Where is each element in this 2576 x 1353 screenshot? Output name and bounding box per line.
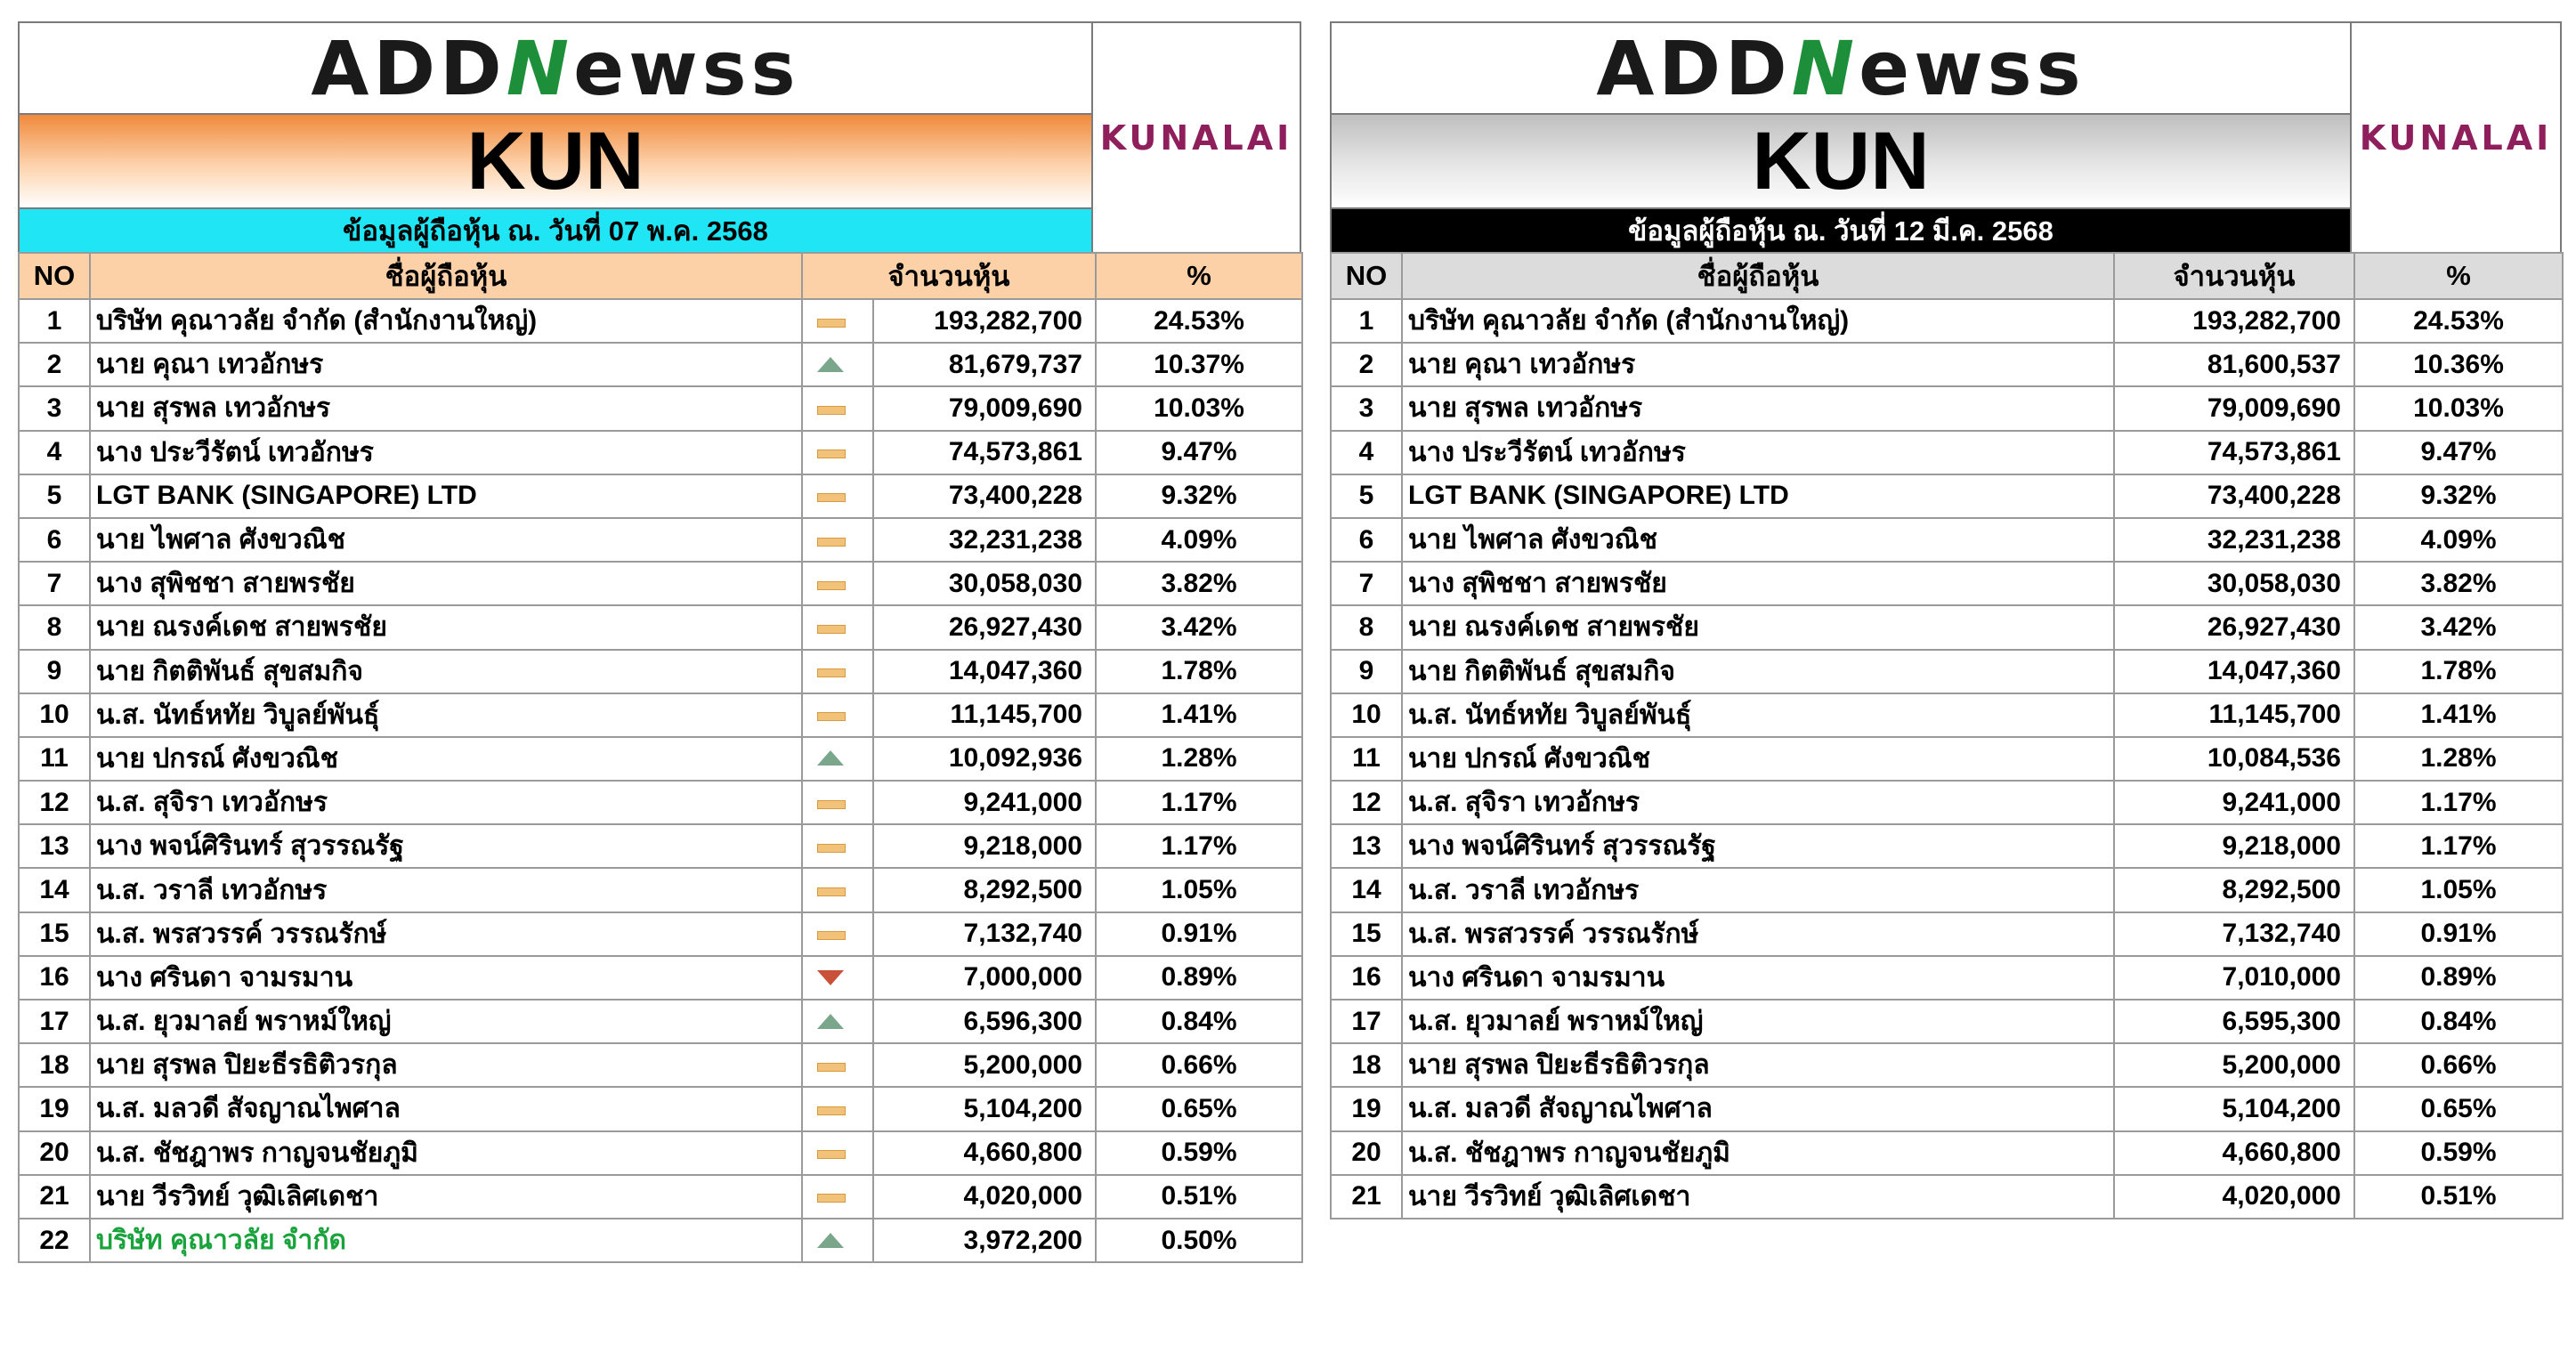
col-header-pct: % [2354,253,2563,299]
table-row [1331,1000,2563,1043]
shareholder-name: น.ส. ชัชฎาพร กาญจนชัยภูมิ [90,1131,802,1175]
table-row [19,868,1302,911]
row-number: 1 [19,299,90,343]
row-number: 18 [1331,1043,1402,1087]
share-percent: 0.66% [1096,1043,1302,1087]
table-row [1331,431,2563,474]
table-row [1331,386,2563,430]
shareholder-name: นาย สุรพล เทวอักษร [1402,386,2114,430]
trend-flat-icon [817,795,844,811]
col-header-name: ชื่อผู้ถือหุ้น [1402,253,2114,299]
table-row [1331,1043,2563,1087]
row-number: 8 [19,605,90,649]
share-percent: 24.53% [2354,299,2563,343]
share-count: 10,084,536 [2114,737,2354,781]
share-percent: 3.42% [2354,605,2563,649]
table-row [19,605,1302,649]
share-count: 193,282,700 [873,299,1096,343]
table-row [19,1175,1302,1219]
shareholder-name: นาย ณรงค์เดช สายพรชัย [1402,605,2114,649]
trend-cell [802,386,873,430]
share-count: 5,104,200 [2114,1087,2354,1130]
share-percent: 9.47% [2354,431,2563,474]
share-percent: 1.28% [2354,737,2563,781]
shareholder-name: น.ส. มลวดี สัจญาณไพศาล [1402,1087,2114,1130]
shareholder-name: น.ส. นัทธ์หทัย วิบูลย์พันธุ์ [90,693,802,737]
share-count: 10,092,936 [873,737,1096,781]
share-percent: 3.82% [2354,562,2563,605]
col-header-shares: จำนวนหุ้น [2114,253,2354,299]
row-number: 5 [19,474,90,518]
table-row [1331,737,2563,781]
share-count: 32,231,238 [2114,518,2354,562]
trend-cell [802,431,873,474]
shareholder-name: น.ส. พรสวรรค์ วรรณรักษ์ [90,912,802,956]
row-number: 19 [1331,1087,1402,1130]
share-percent: 1.28% [1096,737,1302,781]
row-number: 2 [19,343,90,386]
trend-flat-icon [817,401,844,417]
col-header-no: NO [1331,253,1402,299]
trend-cell [802,1219,873,1262]
table-row [19,299,1302,343]
company-logo [1093,23,1300,252]
shareholder-name: นาย ปกรณ์ ศังขวณิช [90,737,802,781]
date-label: ข้อมูลผู้ถือหุ้น ณ. วันที่ 12 มี.ค. 2568 [1332,209,2350,252]
table-row [1331,1131,2563,1175]
share-count: 6,596,300 [873,1000,1096,1043]
share-percent: 10.37% [1096,343,1302,386]
trend-cell [802,1131,873,1175]
row-number: 21 [1331,1175,1402,1219]
trend-cell [802,781,873,824]
row-number: 9 [1331,650,1402,693]
share-count: 7,132,740 [2114,912,2354,956]
share-percent: 1.78% [2354,650,2563,693]
row-number: 4 [1331,431,1402,474]
row-number: 16 [19,956,90,1000]
trend-flat-icon [817,839,844,855]
trend-cell [802,1175,873,1219]
share-count: 5,104,200 [873,1087,1096,1130]
ticker-symbol: KUN [1752,115,1930,207]
table-row [1331,1175,2563,1219]
col-header-shares: จำนวนหุ้น [802,253,1096,299]
trend-flat-icon [817,1188,844,1204]
share-percent: 9.32% [2354,474,2563,518]
share-percent: 1.17% [1096,824,1302,868]
shareholder-name: น.ส. ยุวมาลย์ พราหม์ใหญ่ [90,1000,802,1043]
share-count: 5,200,000 [873,1043,1096,1087]
share-percent: 9.32% [1096,474,1302,518]
trend-flat-icon [817,926,844,942]
row-number: 15 [1331,912,1402,956]
table-row [19,956,1302,1000]
share-count: 30,058,030 [873,562,1096,605]
trend-cell [802,1000,873,1043]
shareholder-name: นาง ศรินดา จามรมาน [90,956,802,1000]
share-count: 26,927,430 [873,605,1096,649]
row-number: 9 [19,650,90,693]
row-number: 18 [19,1043,90,1087]
shareholder-name: นาง สุพิชชา สายพรชัย [90,562,802,605]
share-count: 14,047,360 [873,650,1096,693]
shareholder-name: น.ส. ยุวมาลย์ พราหม์ใหญ่ [1402,1000,2114,1043]
shareholder-name: บริษัท คุณาวลัย จำกัด [90,1219,802,1262]
share-percent: 1.17% [2354,824,2563,868]
trend-flat-icon [817,444,844,460]
share-percent: 1.41% [2354,693,2563,737]
table-row [1331,343,2563,386]
share-count: 193,282,700 [2114,299,2354,343]
shareholder-name: บริษัท คุณาวลัย จำกัด (สำนักงานใหญ่) [1402,299,2114,343]
share-percent: 0.66% [2354,1043,2563,1087]
share-count: 32,231,238 [873,518,1096,562]
row-number: 6 [1331,518,1402,562]
shareholder-name: นาย ณรงค์เดช สายพรชัย [90,605,802,649]
shareholder-name: นาย วีรวิทย์ วุฒิเลิศเดชา [90,1175,802,1219]
row-number: 20 [1331,1131,1402,1175]
share-percent: 0.91% [2354,912,2563,956]
table-row [19,824,1302,868]
share-count: 11,145,700 [873,693,1096,737]
share-count: 81,679,737 [873,343,1096,386]
trend-flat-icon [817,1101,844,1117]
row-number: 1 [1331,299,1402,343]
logo-text: ADDNewss [311,24,800,112]
table-row [19,474,1302,518]
shareholder-name: นาง ประวีรัตน์ เทวอักษร [90,431,802,474]
share-percent: 10.03% [1096,386,1302,430]
trend-cell [802,868,873,911]
shareholder-name: น.ส. นัทธ์หทัย วิบูลย์พันธุ์ [1402,693,2114,737]
trend-cell [802,474,873,518]
share-percent: 1.17% [1096,781,1302,824]
trend-flat-icon [817,1145,844,1161]
share-count: 14,047,360 [2114,650,2354,693]
panel-header [1330,21,2562,252]
share-count: 74,573,861 [2114,431,2354,474]
shareholder-name: นาย กิตติพันธ์ สุขสมกิจ [90,650,802,693]
trend-up-icon [817,1233,844,1249]
ticker-symbol: KUN [466,115,644,207]
trend-down-icon [817,969,844,985]
row-number: 6 [19,518,90,562]
logo-text: ADDNewss [1596,24,2086,112]
shareholder-name: นาย คุณา เทวอักษร [90,343,802,386]
table-row [1331,824,2563,868]
company-logo [2352,23,2560,252]
shareholder-name: น.ส. พรสวรรค์ วรรณรักษ์ [1402,912,2114,956]
shareholder-name: นาย ไพศาล ศังขวณิช [1402,518,2114,562]
share-count: 11,145,700 [2114,693,2354,737]
shareholder-name: นาง สุพิชชา สายพรชัย [1402,562,2114,605]
table-row [19,781,1302,824]
row-number: 10 [1331,693,1402,737]
share-count: 9,241,000 [2114,781,2354,824]
trend-cell [802,912,873,956]
trend-flat-icon [817,488,844,504]
share-percent: 10.03% [2354,386,2563,430]
row-number: 13 [19,824,90,868]
trend-flat-icon [817,313,844,329]
share-count: 79,009,690 [2114,386,2354,430]
table-row [19,650,1302,693]
share-count: 81,600,537 [2114,343,2354,386]
share-percent: 1.78% [1096,650,1302,693]
row-number: 20 [19,1131,90,1175]
share-percent: 0.91% [1096,912,1302,956]
share-count: 5,200,000 [2114,1043,2354,1087]
trend-cell [802,693,873,737]
share-count: 9,218,000 [873,824,1096,868]
row-number: 13 [1331,824,1402,868]
share-percent: 3.82% [1096,562,1302,605]
trend-cell [802,650,873,693]
row-number: 7 [1331,562,1402,605]
trend-flat-icon [817,882,844,898]
row-number: 3 [1331,386,1402,430]
table-row [1331,474,2563,518]
trend-flat-icon [817,663,844,679]
shareholder-name: นาย กิตติพันธ์ สุขสมกิจ [1402,650,2114,693]
col-header-no: NO [19,253,90,299]
share-percent: 0.59% [1096,1131,1302,1175]
row-number: 3 [19,386,90,430]
share-percent: 3.42% [1096,605,1302,649]
share-percent: 0.84% [2354,1000,2563,1043]
table-body [1331,299,2563,1219]
trend-up-icon [817,357,844,373]
trend-up-icon [817,750,844,766]
shareholder-name: นาง พจน์ศิรินทร์ สุวรรณรัฐ [1402,824,2114,868]
share-percent: 0.51% [1096,1175,1302,1219]
company-brand-text: KUNALAI [2359,117,2553,158]
table-row [1331,605,2563,649]
trend-cell [802,299,873,343]
share-percent: 1.05% [1096,868,1302,911]
share-count: 73,400,228 [2114,474,2354,518]
share-count: 7,010,000 [2114,956,2354,1000]
share-count: 4,660,800 [2114,1131,2354,1175]
row-number: 11 [19,737,90,781]
row-number: 11 [1331,737,1402,781]
table-row [1331,1087,2563,1130]
share-count: 9,241,000 [873,781,1096,824]
header-main [1332,23,2352,252]
table-row [19,693,1302,737]
trend-cell [802,824,873,868]
date-label: ข้อมูลผู้ถือหุ้น ณ. วันที่ 07 พ.ค. 2568 [20,209,1091,252]
trend-cell [802,562,873,605]
share-count: 8,292,500 [873,868,1096,911]
shareholder-name: น.ส. วราลี เทวอักษร [1402,868,2114,911]
share-percent: 4.09% [2354,518,2563,562]
table-row [1331,299,2563,343]
row-number: 17 [19,1000,90,1043]
shareholder-table [1330,252,2564,1219]
share-percent: 1.05% [2354,868,2563,911]
header-main [20,23,1093,252]
row-number: 7 [19,562,90,605]
share-count: 79,009,690 [873,386,1096,430]
table-row [19,386,1302,430]
table-row [19,737,1302,781]
share-count: 4,020,000 [2114,1175,2354,1219]
row-number: 12 [1331,781,1402,824]
share-percent: 4.09% [1096,518,1302,562]
shareholder-name: นาย ไพศาล ศังขวณิช [90,518,802,562]
addnewss-logo [1332,23,2350,115]
shareholder-name: น.ส. สุจิรา เทวอักษร [90,781,802,824]
shareholder-name: นาง ศรินดา จามรมาน [1402,956,2114,1000]
shareholder-name: น.ส. สุจิรา เทวอักษร [1402,781,2114,824]
row-number: 10 [19,693,90,737]
row-number: 8 [1331,605,1402,649]
table-body [19,299,1302,1262]
table-row [19,518,1302,562]
row-number: 15 [19,912,90,956]
trend-cell [802,1087,873,1130]
share-percent: 0.65% [2354,1087,2563,1130]
share-count: 7,132,740 [873,912,1096,956]
table-row [19,912,1302,956]
share-count: 3,972,200 [873,1219,1096,1262]
shareholder-name: LGT BANK (SINGAPORE) LTD [90,474,802,518]
share-percent: 0.89% [1096,956,1302,1000]
row-number: 12 [19,781,90,824]
trend-flat-icon [817,576,844,592]
share-percent: 0.59% [2354,1131,2563,1175]
col-header-name: ชื่อผู้ถือหุ้น [90,253,802,299]
trend-cell [802,956,873,1000]
row-number: 16 [1331,956,1402,1000]
share-percent: 10.36% [2354,343,2563,386]
share-count: 7,000,000 [873,956,1096,1000]
share-count: 73,400,228 [873,474,1096,518]
table-row [1331,518,2563,562]
row-number: 4 [19,431,90,474]
row-number: 2 [1331,343,1402,386]
col-header-pct: % [1096,253,1302,299]
share-count: 30,058,030 [2114,562,2354,605]
row-number: 22 [19,1219,90,1262]
share-percent: 0.51% [2354,1175,2563,1219]
share-percent: 0.65% [1096,1087,1302,1130]
trend-up-icon [817,1014,844,1030]
trend-cell [802,737,873,781]
ticker-banner [1332,115,2350,209]
share-percent: 0.89% [2354,956,2563,1000]
share-percent: 24.53% [1096,299,1302,343]
trend-cell [802,518,873,562]
table-row [1331,650,2563,693]
shareholder-name: นาย สุรพล ปิยะธีรธิติวรกุล [1402,1043,2114,1087]
table-row [19,562,1302,605]
share-count: 26,927,430 [2114,605,2354,649]
shareholder-name: นาย สุรพล เทวอักษร [90,386,802,430]
row-number: 17 [1331,1000,1402,1043]
share-count: 8,292,500 [2114,868,2354,911]
table-header-row [19,253,1302,299]
share-percent: 1.17% [2354,781,2563,824]
table-row [1331,781,2563,824]
shareholder-name: นาย วีรวิทย์ วุฒิเลิศเดชา [1402,1175,2114,1219]
table-row [1331,562,2563,605]
shareholder-name: น.ส. วราลี เทวอักษร [90,868,802,911]
ticker-banner [20,115,1091,209]
shareholder-name: นาย สุรพล ปิยะธีรธิติวรกุล [90,1043,802,1087]
share-count: 4,020,000 [873,1175,1096,1219]
trend-cell [802,1043,873,1087]
addnewss-logo [20,23,1091,115]
row-number: 14 [1331,868,1402,911]
row-number: 14 [19,868,90,911]
share-count: 9,218,000 [2114,824,2354,868]
row-number: 21 [19,1175,90,1219]
table-row [19,1087,1302,1130]
shareholder-name: นาย ปกรณ์ ศังขวณิช [1402,737,2114,781]
shareholder-panel-previous [1330,21,2562,1219]
trend-flat-icon [817,1057,844,1073]
table-row [19,1043,1302,1087]
shareholder-name: นาย คุณา เทวอักษร [1402,343,2114,386]
table-row [19,1131,1302,1175]
share-count: 6,595,300 [2114,1000,2354,1043]
table-header-row [1331,253,2563,299]
shareholder-name: น.ส. มลวดี สัจญาณไพศาล [90,1087,802,1130]
trend-flat-icon [817,532,844,548]
shareholder-name: บริษัท คุณาวลัย จำกัด (สำนักงานใหญ่) [90,299,802,343]
trend-flat-icon [817,707,844,723]
shareholder-panel-current [18,21,1301,1263]
share-percent: 1.41% [1096,693,1302,737]
table-row [19,1000,1302,1043]
row-number: 5 [1331,474,1402,518]
table-row [19,1219,1302,1262]
share-count: 4,660,800 [873,1131,1096,1175]
shareholder-name: LGT BANK (SINGAPORE) LTD [1402,474,2114,518]
share-percent: 0.50% [1096,1219,1302,1262]
shareholder-name: นาง ประวีรัตน์ เทวอักษร [1402,431,2114,474]
share-count: 74,573,861 [873,431,1096,474]
trend-cell [802,605,873,649]
table-row [1331,956,2563,1000]
shareholder-table [18,252,1303,1263]
trend-cell [802,343,873,386]
shareholder-name: นาง พจน์ศิรินทร์ สุวรรณรัฐ [90,824,802,868]
trend-flat-icon [817,620,844,636]
row-number: 19 [19,1087,90,1130]
share-percent: 0.84% [1096,1000,1302,1043]
table-row [1331,912,2563,956]
table-row [19,343,1302,386]
shareholder-name: น.ส. ชัชฎาพร กาญจนชัยภูมิ [1402,1131,2114,1175]
table-row [1331,693,2563,737]
share-percent: 9.47% [1096,431,1302,474]
table-row [19,431,1302,474]
company-brand-text: KUNALAI [1099,117,1293,158]
panel-header [18,21,1301,252]
table-row [1331,868,2563,911]
